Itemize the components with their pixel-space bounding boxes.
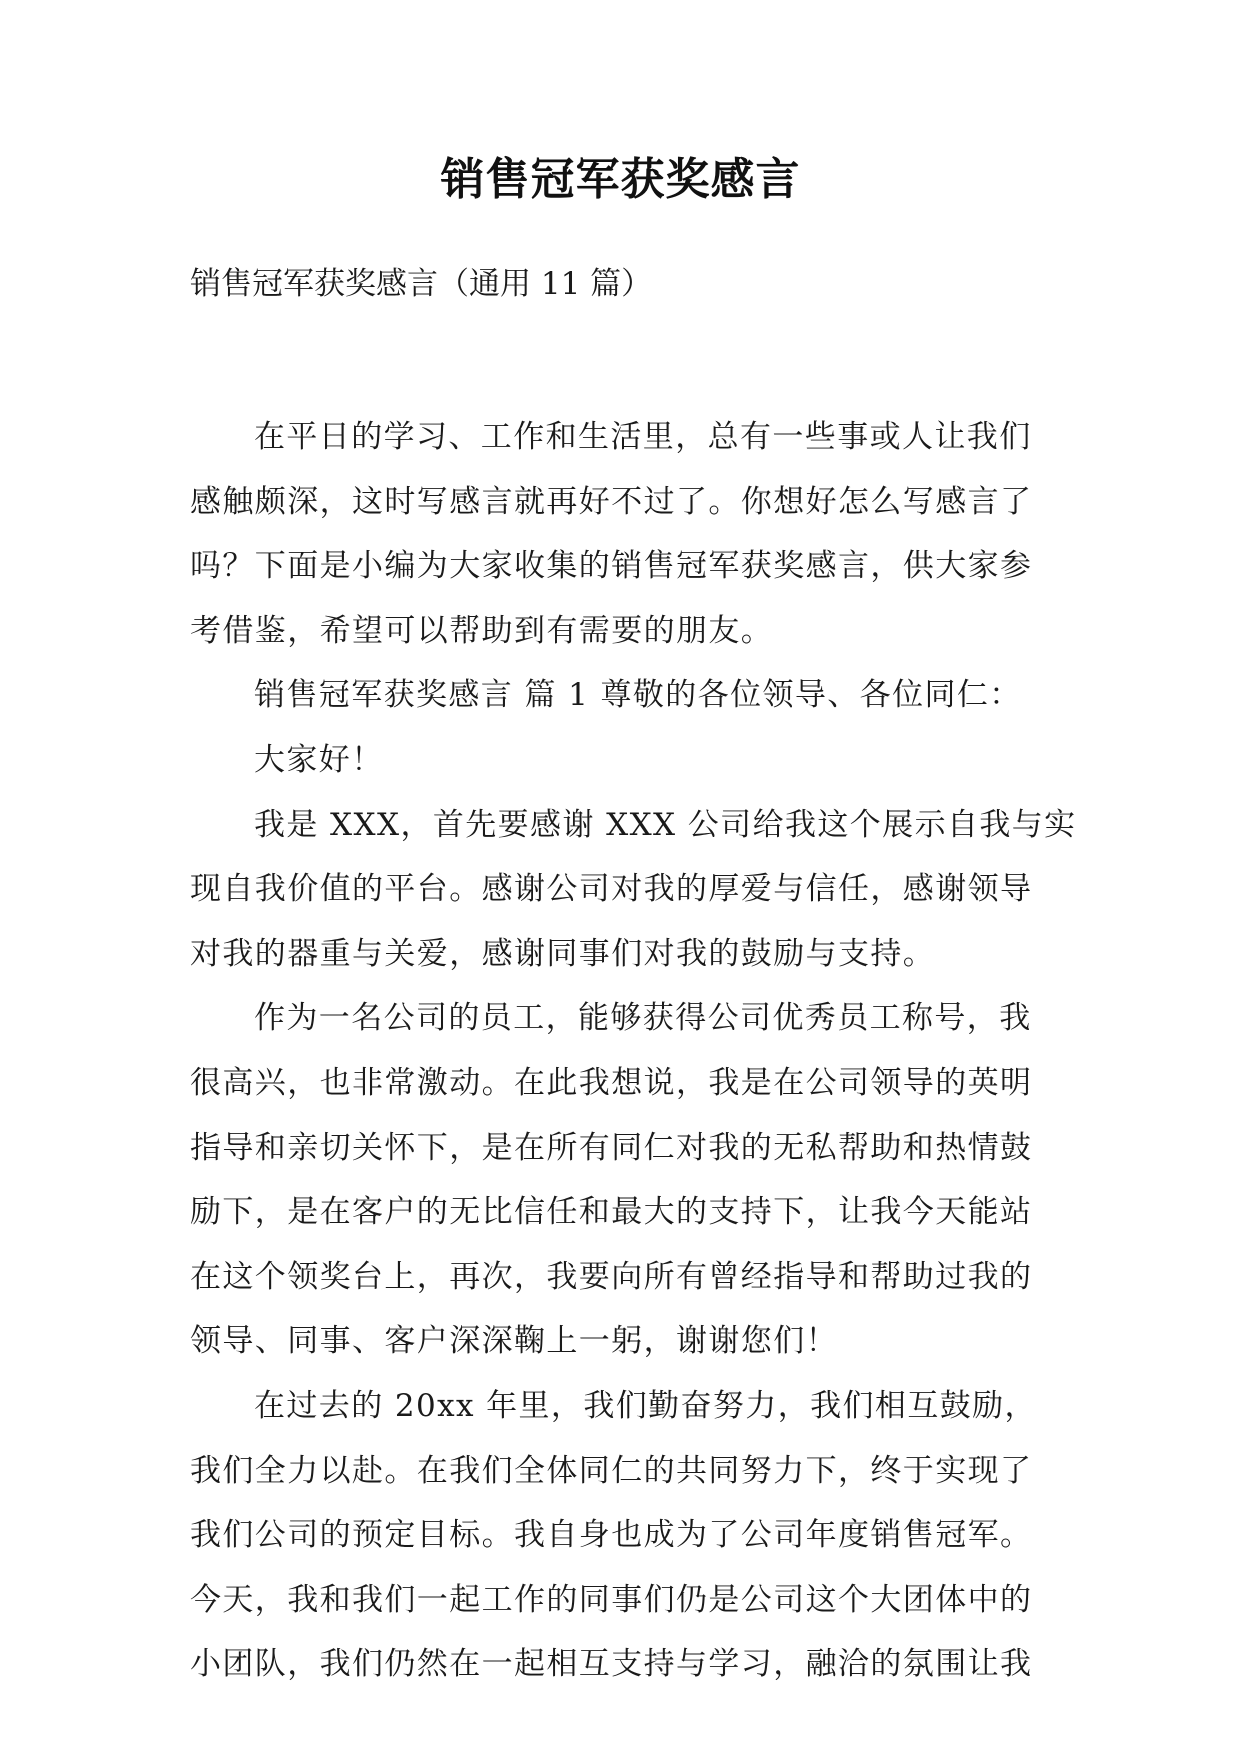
paragraph-line: 大家好！ <box>254 741 384 778</box>
paragraph-line: 销售冠军获奖感言 篇 1 尊敬的各位领导、各位同仁： <box>254 677 1022 714</box>
document-title: 销售冠军获奖感言 <box>440 154 801 205</box>
paragraph-line: 吗？下面是小编为大家收集的销售冠军获奖感言，供大家参 <box>190 548 1033 585</box>
paragraph-line: 励下，是在客户的无比信任和最大的支持下，让我今天能站 <box>190 1194 1033 1231</box>
paragraph-line: 我是 XXX，首先要感谢 XXX 公司给我这个展示自我与实 <box>254 806 1077 843</box>
paragraph-line: 今天，我和我们一起工作的同事们仍是公司这个大团体中的 <box>190 1581 1033 1618</box>
paragraph-line: 对我的器重与关爱，感谢同事们对我的鼓励与支持。 <box>190 935 936 972</box>
paragraph-line: 考借鉴，希望可以帮助到有需要的朋友。 <box>190 612 774 649</box>
paragraph-line: 作为一名公司的员工，能够获得公司优秀员工称号，我 <box>254 1000 1032 1037</box>
paragraph-line: 在这个领奖台上，再次，我要向所有曾经指导和帮助过我的 <box>190 1258 1033 1295</box>
paragraph-line: 领导、同事、客户深深鞠上一躬，谢谢您们！ <box>190 1323 838 1360</box>
document-body <box>190 405 1077 1697</box>
paragraph-line: 小团队，我们仍然在一起相互支持与学习，融洽的氛围让我 <box>190 1646 1033 1683</box>
paragraph-line: 我们全力以赴。在我们全体同仁的共同努力下，终于实现了 <box>190 1452 1033 1489</box>
paragraph-line: 在过去的 20xx 年里，我们勤奋努力，我们相互鼓励， <box>254 1387 1037 1424</box>
paragraph-line: 很高兴，也非常激动。在此我想说，我是在公司领导的英明 <box>190 1064 1033 1101</box>
document-subtitle: 销售冠军获奖感言（通用 11 篇） <box>190 266 653 302</box>
paragraph-line: 现自我价值的平台。感谢公司对我的厚爱与信任，感谢领导 <box>190 871 1033 908</box>
paragraph-line: 我们公司的预定目标。我自身也成为了公司年度销售冠军。 <box>190 1517 1033 1554</box>
paragraph-line: 指导和亲切关怀下，是在所有同仁对我的无私帮助和热情鼓 <box>190 1129 1033 1166</box>
paragraph-line: 在平日的学习、工作和生活里，总有一些事或人让我们 <box>254 419 1032 455</box>
paragraph-line: 感触颇深，这时写感言就再好不过了。你想好怎么写感言了 <box>190 483 1033 520</box>
